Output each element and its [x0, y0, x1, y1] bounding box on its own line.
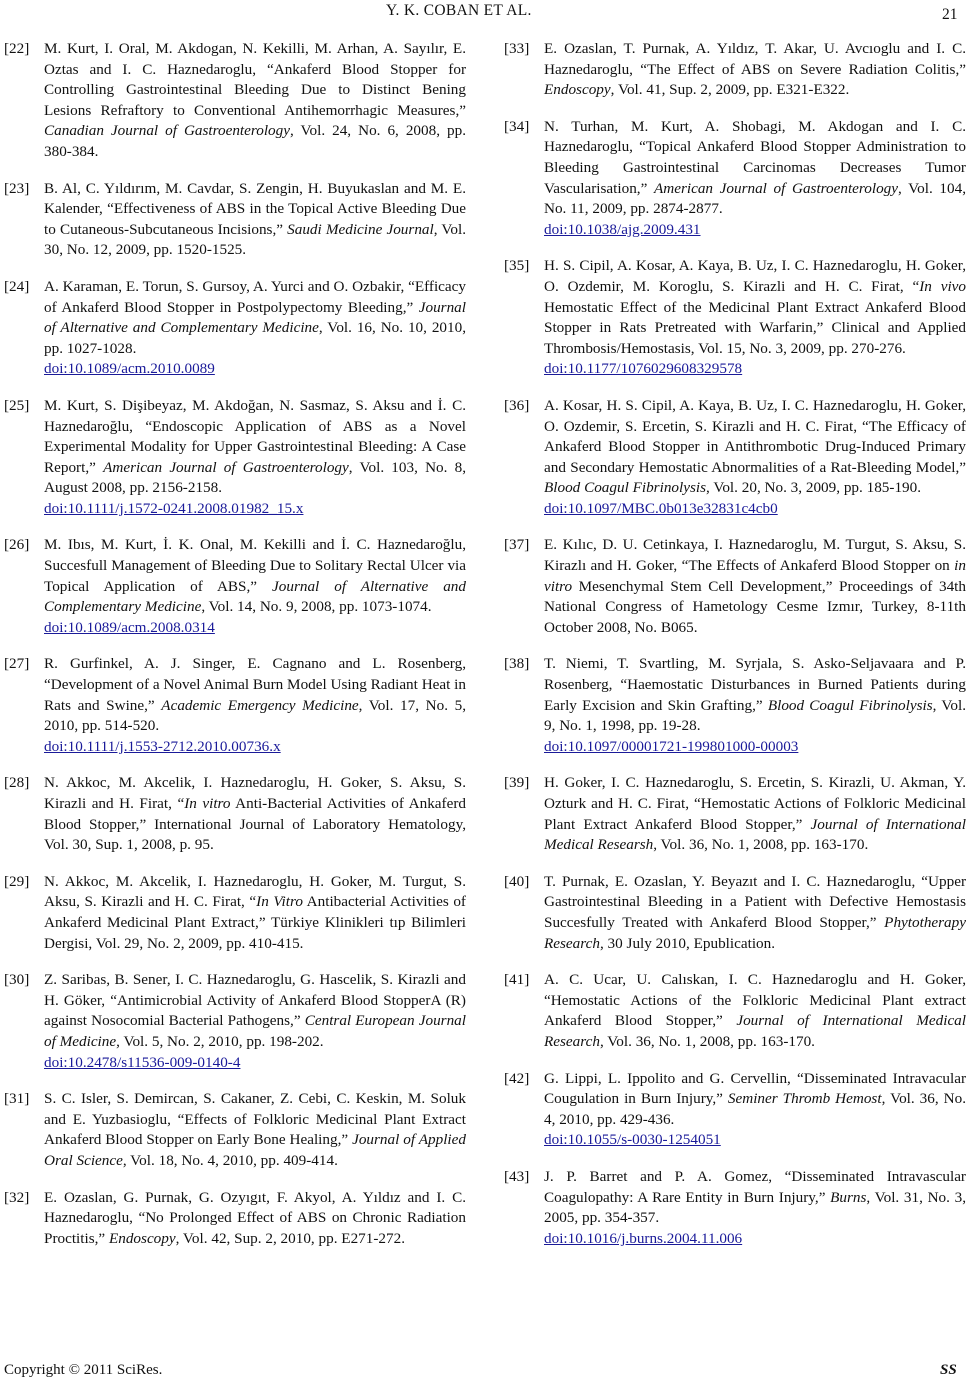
reference-item	[504, 39, 966, 101]
reference-citation: G. Lippi, L. Ippolito and G. Cervellin, “Disseminated Intravacular Cougulation in Burn Injury,”	[544, 1069, 966, 1108]
reference-citation: R. Gurfinkel, A. J. Singer, E. Cagnano and L. Rosenberg, “Development of a Novel Animal Burn Model Using Radiant Heat in Rats and Swine,”	[44, 655, 466, 714]
reference-citation: M. Kurt, S. Dişibeyaz, M. Akdoğan, N. Sasmaz, S. Aksu and İ. C. Haznedaroğlu, “Endoscopic Application of ABS as a Novel Experimental Modality for Upper Gastrointestinal Bleeding: A Case Report,”	[44, 396, 466, 476]
reference-item	[4, 396, 466, 520]
reference-text	[544, 1167, 966, 1249]
reference-citation: J. P. Barret and P. A. Gomez, “Disseminated Intravascular Coagulopathy: A Rare Entity in Burn Injury,”	[544, 1167, 966, 1206]
reference-source-italic: Phytotherapy Research	[544, 913, 966, 952]
reference-item	[4, 1188, 466, 1250]
reference-item	[504, 970, 966, 1052]
reference-source-italic: Saudi Medicine Journal	[287, 220, 434, 238]
reference-details: , Vol. 5, No. 2, 2010, pp. 198-202.	[116, 1032, 324, 1050]
references-right-column	[504, 39, 966, 1265]
reference-details: Hemostatic Effect of the Medicinal Plant Extract Ankaferd Blood Stopper in Rats Pretreated with Warfarin,” Clinical and Applied Thrombosis/Hemostasis, Vol. 15, No. 3, 2009, pp. 270-276.	[544, 298, 966, 357]
doi-link[interactable]: doi:10.1111/j.1572-0241.2008.01982_15.x	[44, 499, 304, 517]
reference-citation: Z. Saribas, B. Sener, I. C. Haznedaroglu, G. Hascelik, S. Kirazli and H. Göker, “Antimicrobial Activity of Ankaferd Blood StopperA (R) against Nosocomial Bacterial Pathogens,”	[44, 971, 466, 1030]
reference-citation: H. Goker, I. C. Haznedaroglu, S. Ercetin, S. Kirazli, U. Akman, Y. Ozturk and H. C. Firat, “Hemostatic Actions of Folkloric Medicinal Plant Extract Ankaferd Blood Stopper,”	[544, 774, 966, 833]
reference-number: [27]	[4, 655, 30, 673]
reference-source-italic: Seminer Thromb Hemost	[727, 1090, 882, 1108]
reference-number: [22]	[4, 40, 30, 57]
reference-number: [30]	[4, 971, 30, 989]
reference-citation: E. Ozaslan, T. Purnak, A. Yıldız, T. Akar, U. Avcıoglu and I. C. Haznedaroglu, “The Effect of ABS on Severe Radiation Colitis,”	[544, 40, 966, 78]
reference-number: [43]	[504, 1167, 530, 1185]
reference-source-italic: Journal of International Medical Researsh	[544, 815, 966, 854]
reference-details: , Vol. 104, No. 11, 2009, pp. 2874-2877.	[544, 179, 966, 218]
reference-text	[44, 535, 466, 638]
doi-link[interactable]: doi:10.1089/acm.2010.0089	[44, 360, 215, 378]
reference-number: [40]	[504, 872, 530, 890]
page-number: 21	[942, 6, 958, 23]
reference-item	[4, 773, 466, 855]
reference-details: , Vol. 41, Sup. 2, 2009, pp. E321-E322.	[610, 81, 850, 99]
reference-citation: B. Al, C. Yıldırım, M. Cavdar, S. Zengin, H. Buyukaslan and M. E. Kalender, “Effectiveness of ABS in the Topical Active Bleeding Due to Cutaneous-Subcutaneous Incisions,”	[44, 179, 466, 238]
reference-details: Mesenchymal Stem Cell Development,” Proceedings of 34th National Congress of Hametology Cesme Izmır, Turkey, 8-11th October 2008, No. B065.	[544, 577, 966, 636]
reference-citation: A. Karaman, E. Torun, S. Gursoy, A. Yurci and O. Ozbakir, “Efficacy of Ankaferd Blood Stopper in Postpolypectomy Bleeding,”	[44, 277, 466, 316]
reference-text	[44, 277, 466, 380]
reference-text	[544, 535, 966, 638]
reference-number: [42]	[504, 1069, 530, 1087]
running-head: Y. K. COBAN ET AL.	[386, 2, 532, 19]
reference-number: [23]	[4, 179, 30, 197]
reference-details: , Vol. 16, No. 10, 2010, pp. 1027-1028.	[44, 319, 467, 357]
reference-item	[4, 39, 466, 163]
reference-source-italic: Burns	[830, 1188, 867, 1206]
reference-details: , Vol. 18, No. 4, 2010, pp. 409-414.	[122, 1151, 338, 1169]
doi-link[interactable]: doi:10.1089/acm.2008.0314	[44, 618, 215, 636]
reference-item	[504, 654, 966, 757]
reference-details: , Vol. 20, No. 3, 2009, pp. 185-190.	[706, 479, 922, 497]
reference-item	[4, 872, 466, 954]
reference-citation: M. Ibıs, M. Kurt, İ. K. Onal, M. Kekilli and İ. C. Haznedaroğlu, Succesfull Management of Bleeding Due to Solitary Rectal Ulcer via Topical Application of ABS,”	[44, 536, 466, 595]
reference-item	[4, 179, 466, 261]
reference-source-italic: in vitro	[544, 557, 966, 595]
reference-text	[44, 872, 466, 954]
reference-source-italic: Journal of International Medical Research	[544, 1012, 966, 1050]
reference-citation: T. Purnak, E. Ozaslan, Y. Beyazıt and I. C. Haznedaroglu, “Upper Gastrointestinal Bleeding in a Patient with Defective Hemostasis Succesfully Treated with Ankaferd Blood Stopper,”	[544, 872, 966, 931]
doi-link[interactable]: doi:10.1097/00001721-199801000-00003	[544, 737, 799, 755]
reference-details: , Vol. 36, No. 1, 2008, pp. 163-170.	[599, 1032, 815, 1050]
reference-source-italic: In vivo	[919, 277, 966, 295]
reference-number: [28]	[4, 774, 30, 792]
doi-link[interactable]: doi:10.1038/ajg.2009.431	[544, 220, 701, 238]
reference-text	[44, 179, 466, 261]
page-footer	[0, 1362, 968, 1382]
reference-citation: N. Turhan, M. Kurt, A. Shobagi, M. Akdogan and I. C. Haznedaroglu, “Topical Ankaferd Blood Stopper Administration to Bleeding Gastrointestinal Carcinomas Decreases Tumor Vascularisation,”	[544, 117, 966, 197]
reference-text	[544, 396, 966, 520]
reference-details: , Vol. 103, No. 8, August 2008, pp. 2156-2158.	[44, 458, 467, 497]
reference-number: [38]	[504, 655, 530, 673]
reference-number: [37]	[504, 536, 530, 554]
reference-text	[544, 654, 966, 757]
reference-number: [26]	[4, 536, 30, 554]
reference-text	[44, 970, 466, 1073]
reference-item	[4, 277, 466, 380]
reference-details: , Vol. 9, No. 1, 1998, pp. 19-28.	[544, 696, 966, 735]
reference-item	[504, 117, 966, 241]
reference-source-italic: Journal of Applied Oral Science	[44, 1131, 466, 1169]
reference-item	[4, 654, 466, 757]
reference-text	[44, 654, 466, 757]
reference-text	[44, 39, 466, 163]
copyright-notice: Copyright © 2011 SciRes.	[4, 1362, 163, 1378]
reference-item	[4, 1089, 466, 1171]
reference-item	[504, 773, 966, 855]
reference-citation: A. C. Ucar, U. Calıskan, I. C. Haznedaroglu and H. Goker, “Hemostatic Actions of the Folkloric Medicinal Plant extract Ankaferd Blood Stopper,”	[544, 971, 966, 1030]
reference-source-italic: Central European Journal of Medicine	[44, 1012, 466, 1050]
reference-text	[544, 39, 966, 101]
reference-source-italic: Canadian Journal of Gastroenterology	[44, 122, 290, 140]
reference-details: , Vol. 14, No. 9, 2008, pp. 1073-1074.	[201, 598, 432, 616]
reference-source-italic: American Journal of Gastroenterology	[103, 458, 349, 476]
reference-number: [29]	[4, 872, 30, 890]
journal-abbreviation: SS	[940, 1362, 957, 1378]
reference-number: [33]	[504, 40, 530, 57]
reference-number: [34]	[504, 117, 530, 135]
reference-source-italic: In Vitro	[256, 893, 303, 911]
doi-link[interactable]: doi:10.2478/s11536-009-0140-4	[44, 1053, 241, 1071]
reference-details: , Vol. 17, No. 5, 2010, pp. 514-520.	[44, 696, 467, 735]
reference-item	[504, 396, 966, 520]
reference-number: [39]	[504, 774, 530, 792]
reference-citation: E. Kılıc, D. U. Cetinkaya, I. Haznedaroglu, M. Turgut, S. Aksu, S. Kirazlı and H. Goker, “The Effects of Ankaferd Blood Stopper on	[544, 536, 966, 575]
reference-details: Antibacterial Activities of Ankaferd Medicinal Plant Extract,” Türkiye Klinikleri tıp Bilimleri Dergisi, Vol. 29, No. 2, 2009, pp. 410-415.	[44, 893, 466, 952]
reference-source-italic: Endoscopy	[544, 81, 611, 99]
reference-citation: N. Akkoc, M. Akcelik, I. Haznedaroglu, H. Goker, S. Aksu, S. Kirazli and H. Firat, “	[44, 774, 466, 812]
reference-text	[544, 117, 966, 241]
reference-source-italic: Journal of Alternative and Complementary Medicine	[44, 298, 466, 337]
reference-item	[504, 1167, 966, 1249]
reference-details: , Vol. 24, No. 6, 2008, pp. 380-384.	[44, 122, 466, 160]
reference-citation: E. Ozaslan, G. Purnak, G. Ozyıgıt, F. Akyol, A. Yıldız and I. C. Haznedaroglu, “No Prolonged Effect of ABS on Chronic Radiation Proctitis,”	[44, 1188, 466, 1247]
reference-citation: T. Niemi, T. Svartling, M. Syrjala, S. Asko-Seljavaara and P. Rosenberg, “Haemostatic Disturbances in Burned Patients during Early Excision and Skin Grafting,”	[544, 655, 966, 714]
doi-link[interactable]: doi:10.1055/s-0030-1254051	[544, 1131, 721, 1149]
reference-text	[44, 1089, 466, 1171]
reference-details: Anti-Bacterial Activities of Ankaferd Blood Stopper,” International Journal of Laboratory Hematology, Vol. 30, Sup. 1, 2008, p. 95.	[44, 795, 466, 854]
reference-source-italic: Blood Coagul Fibrinolysis	[544, 479, 707, 497]
reference-text	[544, 1069, 966, 1151]
reference-text	[44, 773, 466, 855]
reference-text	[544, 773, 966, 855]
reference-number: [24]	[4, 277, 30, 295]
reference-details: , Vol. 36, No. 4, 2010, pp. 429-436.	[544, 1090, 967, 1128]
doi-link[interactable]: doi:10.1177/1076029608329578	[544, 360, 743, 378]
reference-citation: A. Kosar, H. S. Cipil, A. Kaya, B. Uz, I. C. Haznedaroglu, H. Goker, O. Ozdemir, S. Ercetin, S. Kirazli and H. C. Firat, “The Efficacy of Ankaferd Blood Stopper in Antithrombotic Drug-Induced Primary and Secondary Hemostatic Abnormalities of a Rat-Bleeding Model,”	[544, 396, 966, 476]
reference-number: [32]	[4, 1188, 30, 1206]
reference-source-italic: Blood Coagul Fibrinolysis	[767, 696, 933, 714]
references-left-column	[4, 39, 466, 1265]
reference-details: , Vol. 36, No. 1, 2008, pp. 163-170.	[653, 836, 869, 854]
reference-text	[544, 970, 966, 1052]
reference-number: [41]	[504, 971, 530, 989]
reference-source-italic: American Journal of Gastroenterology	[653, 179, 898, 197]
reference-citation: H. S. Cipil, A. Kosar, A. Kaya, B. Uz, I. C. Haznedaroglu, H. Goker, O. Ozdemir, M. Koroglu, S. Kirazli and H. C. Firat, “	[544, 257, 966, 295]
reference-details: , Vol. 30, No. 12, 2009, pp. 1520-1525.	[44, 220, 467, 259]
reference-citation: M. Kurt, I. Oral, M. Akdogan, N. Kekilli, M. Arhan, A. Sayılır, E. Oztas and I. C. Haznedaroglu, “Ankaferd Blood Stopper for Controlling Gastrointestinal Bleeding Due to Distinct Bening Lesions Refraftory to Conventional Antihemorrhagic Measures,”	[44, 40, 466, 119]
reference-item	[504, 1069, 966, 1151]
reference-item	[4, 970, 466, 1073]
reference-citation: N. Akkoc, M. Akcelik, I. Haznedaroglu, H. Goker, M. Turgut, S. Aksu, S. Kirazli and H. C. Firat, “	[44, 872, 466, 911]
reference-item	[504, 872, 966, 954]
page-header	[0, 2, 968, 26]
reference-item	[4, 535, 466, 638]
reference-item	[504, 256, 966, 380]
reference-details: , Vol. 42, Sup. 2, 2010, pp. E271-272.	[175, 1229, 405, 1247]
doi-link[interactable]: doi:10.1111/j.1553-2712.2010.00736.x	[44, 737, 281, 755]
reference-citation: S. C. Isler, S. Demircan, S. Cakaner, Z. Cebi, C. Keskin, M. Soluk and E. Yuzbasioglu, “Effects of Folkloric Medicinal Plant Extract Ankaferd Blood Stopper on Early Bone Healing,”	[44, 1090, 466, 1149]
reference-number: [35]	[504, 257, 530, 275]
reference-number: [31]	[4, 1090, 30, 1108]
reference-source-italic: Endoscopy	[108, 1229, 176, 1247]
reference-number: [36]	[504, 396, 530, 414]
doi-link[interactable]: doi:10.1097/MBC.0b013e32831c4cb0	[544, 499, 778, 517]
reference-details: , 30 July 2010, Epublication.	[599, 934, 776, 952]
reference-text	[544, 872, 966, 954]
reference-text	[44, 1188, 466, 1250]
reference-text	[44, 396, 466, 520]
reference-details: , Vol. 31, No. 3, 2005, pp. 354-357.	[544, 1188, 966, 1227]
reference-source-italic: Journal of Alternative and Complementary Medicine	[44, 577, 466, 616]
reference-text	[544, 256, 966, 380]
reference-item	[504, 535, 966, 638]
reference-number: [25]	[4, 396, 30, 414]
reference-source-italic: In vitro	[184, 795, 231, 812]
doi-link[interactable]: doi:10.1016/j.burns.2004.11.006	[544, 1229, 743, 1247]
reference-source-italic: Academic Emergency Medicine	[161, 696, 359, 714]
